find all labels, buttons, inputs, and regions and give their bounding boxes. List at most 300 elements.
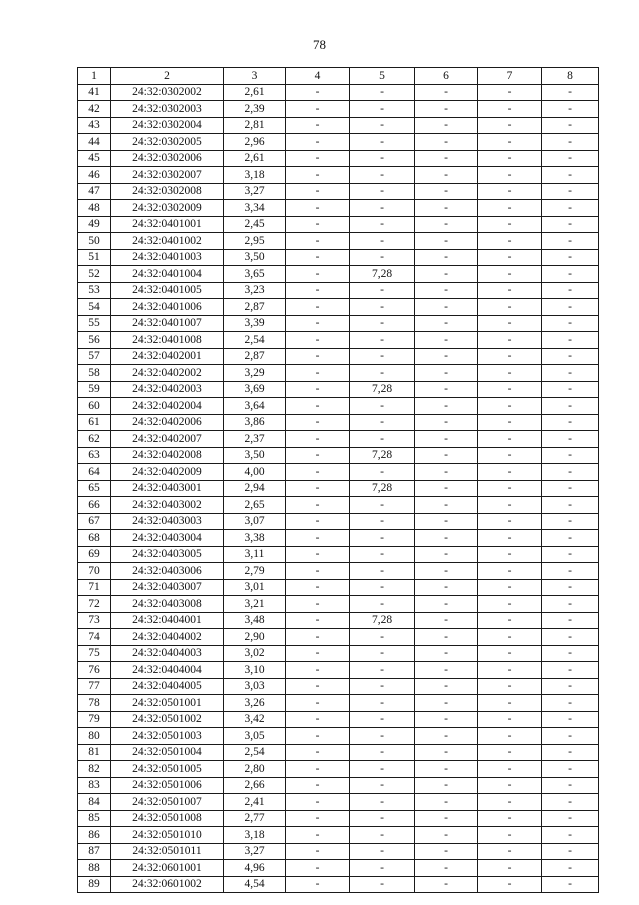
table-cell: - <box>286 167 350 184</box>
table-cell: - <box>542 398 599 415</box>
table-cell: 24:32:0501011 <box>111 843 224 860</box>
table-cell: - <box>286 117 350 134</box>
table-cell: - <box>542 233 599 250</box>
table-cell: - <box>350 530 415 547</box>
table-cell: - <box>542 827 599 844</box>
table-cell: - <box>542 134 599 151</box>
table-cell: - <box>542 695 599 712</box>
table-cell: - <box>478 827 542 844</box>
table-cell: - <box>350 843 415 860</box>
table-cell: 24:32:0601002 <box>111 876 224 893</box>
table-cell: - <box>415 233 478 250</box>
table-cell: - <box>542 876 599 893</box>
table-cell: 87 <box>78 843 111 860</box>
table-cell: 24:32:0401005 <box>111 282 224 299</box>
table-cell: - <box>415 777 478 794</box>
column-header: 1 <box>78 68 111 85</box>
table-cell: - <box>478 513 542 530</box>
table-cell: - <box>478 381 542 398</box>
table-cell: - <box>478 596 542 613</box>
table-cell: 62 <box>78 431 111 448</box>
table-cell: 24:32:0403005 <box>111 546 224 563</box>
table-cell: - <box>542 596 599 613</box>
table-row <box>78 596 599 613</box>
table-cell: 24:32:0401008 <box>111 332 224 349</box>
table-cell: - <box>350 497 415 514</box>
table-cell: 3,38 <box>224 530 286 547</box>
table-cell: - <box>350 101 415 118</box>
table-cell: - <box>415 348 478 365</box>
table-cell: - <box>542 101 599 118</box>
table-row <box>78 447 599 464</box>
table-cell: - <box>415 183 478 200</box>
table-cell: 24:32:0404003 <box>111 645 224 662</box>
table-cell: - <box>286 794 350 811</box>
table-cell: 2,39 <box>224 101 286 118</box>
table-cell: - <box>478 728 542 745</box>
table-cell: - <box>478 332 542 349</box>
table-row <box>78 497 599 514</box>
table-cell: - <box>415 678 478 695</box>
table-cell: 24:32:0404001 <box>111 612 224 629</box>
table-cell: 2,80 <box>224 761 286 778</box>
table-cell: - <box>478 810 542 827</box>
table-cell: - <box>286 563 350 580</box>
table-cell: - <box>286 662 350 679</box>
table-cell: - <box>415 497 478 514</box>
table-cell: - <box>542 183 599 200</box>
table-cell: 2,95 <box>224 233 286 250</box>
table-cell: - <box>542 860 599 877</box>
table-cell: - <box>415 596 478 613</box>
table-cell: - <box>478 315 542 332</box>
table-cell: 49 <box>78 216 111 233</box>
table-cell: - <box>542 546 599 563</box>
table-cell: 3,86 <box>224 414 286 431</box>
table-cell: 56 <box>78 332 111 349</box>
table-cell: - <box>542 645 599 662</box>
table-cell: 24:32:0402009 <box>111 464 224 481</box>
table-cell: - <box>350 233 415 250</box>
table-cell: 2,37 <box>224 431 286 448</box>
table-cell: 76 <box>78 662 111 679</box>
table-cell: 3,48 <box>224 612 286 629</box>
table-cell: 3,05 <box>224 728 286 745</box>
table-cell: - <box>350 546 415 563</box>
table-cell: - <box>478 563 542 580</box>
table-cell: - <box>415 761 478 778</box>
table-cell: - <box>286 464 350 481</box>
table-cell: - <box>478 348 542 365</box>
table-cell: 24:32:0302006 <box>111 150 224 167</box>
table-cell: - <box>286 299 350 316</box>
table-cell: - <box>542 678 599 695</box>
table-cell: - <box>478 645 542 662</box>
table-cell: - <box>542 662 599 679</box>
table-cell: - <box>478 629 542 646</box>
table-cell: - <box>415 332 478 349</box>
table-cell: 3,07 <box>224 513 286 530</box>
table-cell: - <box>350 876 415 893</box>
table-cell: - <box>350 579 415 596</box>
table-cell: 2,61 <box>224 84 286 101</box>
table-cell: - <box>350 134 415 151</box>
table-cell: - <box>286 183 350 200</box>
table-cell: 24:32:0501005 <box>111 761 224 778</box>
table-cell: - <box>415 579 478 596</box>
table-cell: 24:32:0302008 <box>111 183 224 200</box>
table-cell: - <box>415 299 478 316</box>
table-cell: - <box>478 431 542 448</box>
table-cell: - <box>350 299 415 316</box>
table-row <box>78 216 599 233</box>
table-cell: 7,28 <box>350 266 415 283</box>
table-cell: 47 <box>78 183 111 200</box>
table-cell: 24:32:0403003 <box>111 513 224 530</box>
table-cell: 24:32:0402007 <box>111 431 224 448</box>
table-cell: 3,21 <box>224 596 286 613</box>
table-cell: 66 <box>78 497 111 514</box>
table-cell: - <box>415 216 478 233</box>
table-cell: - <box>286 612 350 629</box>
table-cell: - <box>478 447 542 464</box>
table-cell: - <box>415 711 478 728</box>
table-cell: - <box>286 711 350 728</box>
table-cell: - <box>350 249 415 266</box>
table-row <box>78 563 599 580</box>
table-cell: - <box>542 530 599 547</box>
table-cell: - <box>415 381 478 398</box>
table-cell: 52 <box>78 266 111 283</box>
table-cell: - <box>478 150 542 167</box>
table-cell: 3,11 <box>224 546 286 563</box>
table-cell: 3,18 <box>224 827 286 844</box>
table-cell: 61 <box>78 414 111 431</box>
table-row <box>78 183 599 200</box>
table-cell: - <box>542 249 599 266</box>
column-header: 6 <box>415 68 478 85</box>
table-row <box>78 761 599 778</box>
table-cell: 65 <box>78 480 111 497</box>
table-row <box>78 464 599 481</box>
table-cell: - <box>478 876 542 893</box>
table-cell: - <box>542 447 599 464</box>
table-row <box>78 744 599 761</box>
table-cell: - <box>542 431 599 448</box>
table-cell: - <box>350 744 415 761</box>
table-cell: - <box>350 563 415 580</box>
table-cell: 2,45 <box>224 216 286 233</box>
table-cell: - <box>478 612 542 629</box>
table-body <box>78 84 599 893</box>
table-cell: - <box>350 216 415 233</box>
table-cell: 24:32:0401001 <box>111 216 224 233</box>
table-cell: 70 <box>78 563 111 580</box>
table-cell: 3,50 <box>224 447 286 464</box>
table-row <box>78 299 599 316</box>
table-cell: - <box>542 497 599 514</box>
table-row <box>78 629 599 646</box>
table-cell: 80 <box>78 728 111 745</box>
table-row <box>78 282 599 299</box>
table-cell: 24:32:0404002 <box>111 629 224 646</box>
table-cell: - <box>415 134 478 151</box>
table-cell: - <box>542 348 599 365</box>
table-cell: 3,03 <box>224 678 286 695</box>
table-cell: - <box>350 695 415 712</box>
table-cell: - <box>350 183 415 200</box>
table-cell: - <box>350 629 415 646</box>
table-cell: - <box>350 513 415 530</box>
table-cell: - <box>350 348 415 365</box>
table-cell: 24:32:0401003 <box>111 249 224 266</box>
table-cell: 69 <box>78 546 111 563</box>
table-cell: 24:32:0302004 <box>111 117 224 134</box>
table-cell: - <box>350 200 415 217</box>
table-cell: 24:32:0402002 <box>111 365 224 382</box>
table-cell: 24:32:0501008 <box>111 810 224 827</box>
table-cell: - <box>415 447 478 464</box>
table-cell: 81 <box>78 744 111 761</box>
table-cell: - <box>350 827 415 844</box>
table-cell: - <box>415 315 478 332</box>
table-cell: - <box>542 711 599 728</box>
table-row <box>78 101 599 118</box>
table-cell: - <box>542 299 599 316</box>
table-cell: - <box>350 464 415 481</box>
table-cell: 3,10 <box>224 662 286 679</box>
table-cell: 41 <box>78 84 111 101</box>
table-cell: 74 <box>78 629 111 646</box>
table-cell: - <box>478 167 542 184</box>
table-cell: 44 <box>78 134 111 151</box>
table-cell: - <box>415 662 478 679</box>
table-cell: 24:32:0403008 <box>111 596 224 613</box>
table-cell: - <box>286 579 350 596</box>
table-cell: 24:32:0501007 <box>111 794 224 811</box>
table-cell: 83 <box>78 777 111 794</box>
table-cell: 24:32:0402004 <box>111 398 224 415</box>
table-cell: - <box>350 332 415 349</box>
table-cell: - <box>286 596 350 613</box>
table-cell: - <box>478 546 542 563</box>
table-row <box>78 249 599 266</box>
table-row <box>78 381 599 398</box>
table-cell: 45 <box>78 150 111 167</box>
table-cell: - <box>286 480 350 497</box>
table-cell: - <box>478 183 542 200</box>
table-cell: - <box>542 843 599 860</box>
table-cell: 88 <box>78 860 111 877</box>
table-row <box>78 810 599 827</box>
table-cell: - <box>350 117 415 134</box>
table-row <box>78 348 599 365</box>
table-cell: - <box>478 216 542 233</box>
table-cell: - <box>286 266 350 283</box>
table-row <box>78 414 599 431</box>
table-cell: - <box>478 414 542 431</box>
table-cell: - <box>415 84 478 101</box>
table-cell: - <box>415 744 478 761</box>
table-cell: - <box>478 678 542 695</box>
table-row <box>78 513 599 530</box>
table-cell: 2,41 <box>224 794 286 811</box>
table-cell: - <box>415 167 478 184</box>
table-cell: - <box>478 365 542 382</box>
table-cell: 2,94 <box>224 480 286 497</box>
table-cell: - <box>542 200 599 217</box>
table-row <box>78 728 599 745</box>
table-cell: 24:32:0403002 <box>111 497 224 514</box>
table-cell: - <box>478 579 542 596</box>
table-cell: - <box>542 629 599 646</box>
table-cell: 89 <box>78 876 111 893</box>
table-cell: 60 <box>78 398 111 415</box>
table-cell: - <box>415 546 478 563</box>
table-cell: - <box>286 876 350 893</box>
table-cell: - <box>350 398 415 415</box>
table-cell: - <box>478 84 542 101</box>
table-row <box>78 827 599 844</box>
table-cell: 84 <box>78 794 111 811</box>
table-cell: - <box>286 678 350 695</box>
table-row <box>78 794 599 811</box>
table-cell: 48 <box>78 200 111 217</box>
table-cell: - <box>286 860 350 877</box>
table-cell: 24:32:0404005 <box>111 678 224 695</box>
table-cell: 64 <box>78 464 111 481</box>
table-row <box>78 480 599 497</box>
table-row <box>78 678 599 695</box>
table-cell: 51 <box>78 249 111 266</box>
table-cell: 3,69 <box>224 381 286 398</box>
table-row <box>78 233 599 250</box>
table-cell: - <box>478 464 542 481</box>
table-cell: - <box>478 777 542 794</box>
table-cell: - <box>415 249 478 266</box>
table-cell: 2,81 <box>224 117 286 134</box>
table-cell: - <box>286 216 350 233</box>
table-cell: 3,27 <box>224 843 286 860</box>
table-cell: - <box>286 398 350 415</box>
table-cell: - <box>286 513 350 530</box>
column-header: 2 <box>111 68 224 85</box>
table-cell: 75 <box>78 645 111 662</box>
table-cell: - <box>415 876 478 893</box>
table-cell: 2,79 <box>224 563 286 580</box>
table-cell: - <box>286 530 350 547</box>
table-cell: - <box>542 282 599 299</box>
table-cell: - <box>415 530 478 547</box>
table-cell: - <box>415 860 478 877</box>
table-cell: 3,42 <box>224 711 286 728</box>
table-cell: - <box>478 101 542 118</box>
table-cell: - <box>350 810 415 827</box>
table-cell: - <box>286 695 350 712</box>
table-cell: 3,39 <box>224 315 286 332</box>
table-cell: - <box>286 365 350 382</box>
table-cell: - <box>542 728 599 745</box>
table-cell: - <box>415 695 478 712</box>
table-row <box>78 876 599 893</box>
table-cell: - <box>415 398 478 415</box>
table-row <box>78 150 599 167</box>
table-cell: 72 <box>78 596 111 613</box>
table-cell: - <box>350 84 415 101</box>
table-cell: 3,02 <box>224 645 286 662</box>
table-cell: - <box>286 315 350 332</box>
table-cell: 58 <box>78 365 111 382</box>
table-cell: 24:32:0601001 <box>111 860 224 877</box>
table-cell: 24:32:0402008 <box>111 447 224 464</box>
table-row <box>78 117 599 134</box>
table-cell: 24:32:0403007 <box>111 579 224 596</box>
table-row <box>78 315 599 332</box>
table-cell: - <box>350 860 415 877</box>
table-row <box>78 167 599 184</box>
table-cell: - <box>415 200 478 217</box>
table-cell: - <box>350 167 415 184</box>
table-cell: 85 <box>78 810 111 827</box>
table-cell: 3,23 <box>224 282 286 299</box>
table-cell: 3,01 <box>224 579 286 596</box>
table-cell: 86 <box>78 827 111 844</box>
table-cell: - <box>286 497 350 514</box>
table-row <box>78 695 599 712</box>
table-row <box>78 843 599 860</box>
table-cell: - <box>286 761 350 778</box>
table-cell: - <box>478 398 542 415</box>
table-cell: 24:32:0501006 <box>111 777 224 794</box>
table-cell: 24:32:0403001 <box>111 480 224 497</box>
table-cell: - <box>542 315 599 332</box>
table-row <box>78 711 599 728</box>
table-cell: - <box>286 381 350 398</box>
table-cell: - <box>542 216 599 233</box>
table-cell: 2,87 <box>224 299 286 316</box>
table-cell: - <box>350 728 415 745</box>
table-cell: 24:32:0302007 <box>111 167 224 184</box>
table-row <box>78 546 599 563</box>
table-cell: - <box>415 728 478 745</box>
table-cell: - <box>286 150 350 167</box>
table-cell: 53 <box>78 282 111 299</box>
table-cell: 3,50 <box>224 249 286 266</box>
table-header-row <box>78 68 599 85</box>
table-row <box>78 134 599 151</box>
table-row <box>78 200 599 217</box>
table-cell: 4,54 <box>224 876 286 893</box>
table-cell: - <box>478 200 542 217</box>
table-cell: 78 <box>78 695 111 712</box>
table-cell: - <box>286 332 350 349</box>
table-cell: 71 <box>78 579 111 596</box>
table-cell: - <box>542 464 599 481</box>
table-cell: 24:32:0302003 <box>111 101 224 118</box>
table-cell: 2,77 <box>224 810 286 827</box>
table-cell: 24:32:0401002 <box>111 233 224 250</box>
table-cell: - <box>478 299 542 316</box>
table-cell: 24:32:0501010 <box>111 827 224 844</box>
table-cell: 59 <box>78 381 111 398</box>
table-cell: - <box>286 249 350 266</box>
table-cell: - <box>350 662 415 679</box>
table-cell: - <box>415 365 478 382</box>
table-cell: 2,87 <box>224 348 286 365</box>
table-cell: 54 <box>78 299 111 316</box>
table-cell: - <box>478 117 542 134</box>
table-cell: - <box>478 497 542 514</box>
